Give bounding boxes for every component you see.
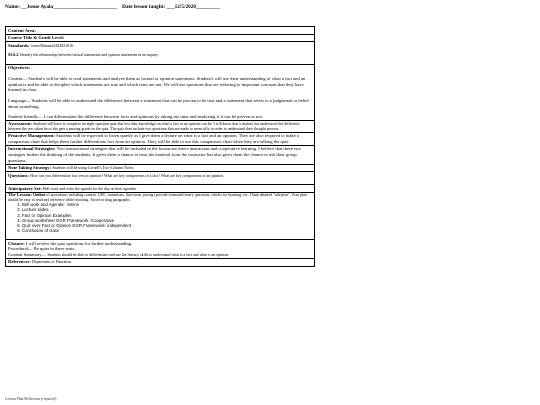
objectives-label: Objectives:	[8, 65, 31, 71]
closure-text: I will review the quiz questions for further understanding.	[25, 240, 133, 246]
questions-label: Questions:	[8, 172, 29, 178]
course-title-row: Course Title & Grade Level:	[6, 35, 314, 43]
list-item: 6. Conclusion of class	[22, 228, 312, 233]
list-item: 5. Quiz over Fact or Opinion GGR Framework- independent	[22, 223, 312, 228]
objectives-student-friendly: Student-friendly— I can differentiate the difference between facts and opinions by taking my time and analyzing if it can be proven or not.	[8, 114, 264, 120]
note-taking-row	[6, 165, 314, 173]
references-label: References:	[8, 259, 31, 265]
name-value: __Josue Ayala________________________	[21, 4, 117, 10]
assessment-row	[6, 121, 314, 132]
references-row	[6, 259, 314, 266]
list-item: 2. Lecture slides	[22, 207, 312, 212]
note-taking-text: Students will be using Cornell's Two-Column Notes.	[52, 166, 135, 171]
lesson-label: The Lesson:	[8, 192, 32, 198]
anticipatory-row	[6, 185, 314, 193]
references-text: Department of Education	[32, 260, 72, 265]
lesson-outline-label: Outline	[32, 193, 46, 198]
objectives-content: Content— Student's will be able to read statements and analyze them as factual or opinion statements. Student's will use their understanding of what a fact and an opinion is and be able to decipher which statements are true and which ones are not. We will use questions that are referring to important concepts that they have learned in class.	[8, 76, 306, 93]
anticipatory-text: Bell work and write the agenda for the day on their agendas.	[42, 186, 137, 191]
closure-summary-text: Students should be able to differentiate and use the literacy skills to understand what is a fact and what is an opinion.	[47, 252, 230, 257]
proactive-row	[6, 133, 314, 146]
assessment-label: Assessment:	[8, 120, 32, 126]
lesson-outline-text: of procedures including content, UDL, transitions, directions, pacing (provide estimated time), questions, checks for learning, etc. Think detailed "sub-plan". Your plan should be easy to read and reference while teaching. Avoid writing paragraphs.	[8, 193, 307, 202]
questions-row	[6, 172, 314, 185]
standards-row	[6, 42, 314, 65]
standards-text: Identify the relationship between factual statements and opinion statements in an inquiry.	[20, 53, 159, 58]
list-item: 1. Bell work and Agenda - 5mins	[22, 202, 312, 207]
standards-value: ixaire38imaire2442821616	[30, 43, 73, 48]
anticipatory-label: Anticipatory Set:	[8, 185, 42, 191]
list-item: 4. Group worksheet GGR Framework -Cooperative	[22, 218, 312, 223]
closure-procedural: Procedural— Be quiet in there seats.	[8, 246, 76, 252]
note-taking-label: Note Taking Strategy:	[8, 165, 52, 171]
lesson-plan-table	[5, 26, 315, 267]
date-label: Date lesson taught:	[122, 4, 166, 10]
content-area-row: Content Area:	[6, 27, 314, 35]
proactive-label: Proactive Management:	[8, 133, 55, 139]
standards-code: SS.6.2.	[8, 53, 20, 58]
closure-summary-label: Content Summary—	[8, 251, 47, 257]
standards-label: Standards:	[8, 42, 30, 48]
closure-label: Closure:	[8, 240, 25, 246]
closure-row	[6, 240, 314, 259]
name-label: Name:	[5, 4, 21, 10]
questions-text: How can you differentiate fact versus opinion? What are key components of a fact? What are key components of an opinion.	[30, 173, 225, 178]
list-item: 3. Fact or Opinion Examples	[22, 213, 312, 218]
instructional-text: Two instructional strategies that will be included in the lesson are direct instruction and cooperative learning. I believe that these two strategies further the thinking of the students. It gives them a chance to hear the material from the instructor but also gives them the chance to ask their group questions.	[8, 146, 301, 163]
assessment-text: Students will have to complete an eight-question quiz that test their knowledge on what a fact or an opinion can be. I will know that a student has understood the difference between the two when he or she gets a passing grade on the quiz. The quiz does include two questions that are made to seem silly in order to understand their thought process.	[8, 121, 300, 131]
objectives-language: Language— Students will be able to understand the difference between a statement that can be proven to be true and a statement that refers to a judgement or belief about something.	[8, 98, 309, 109]
instructional-row	[6, 146, 314, 165]
lesson-row	[6, 193, 314, 241]
objectives-row	[6, 65, 314, 122]
proactive-text: Students will be expected to listen quietly as I give them a lecture on what is a fact and an opinion. They are also required to make a comparison chart that helps them further differentiate fact from an opinion. They will be able to use this comparison chart when they are talking the quiz.	[8, 133, 299, 144]
instructional-label: Instructional Strategies:	[8, 146, 56, 152]
header-line	[5, 4, 220, 10]
lesson-steps-list	[8, 202, 312, 233]
footer-text: Lesson Plan Reflection (required)	[5, 397, 57, 401]
date-value: ___12/5/2020_________	[166, 4, 220, 10]
